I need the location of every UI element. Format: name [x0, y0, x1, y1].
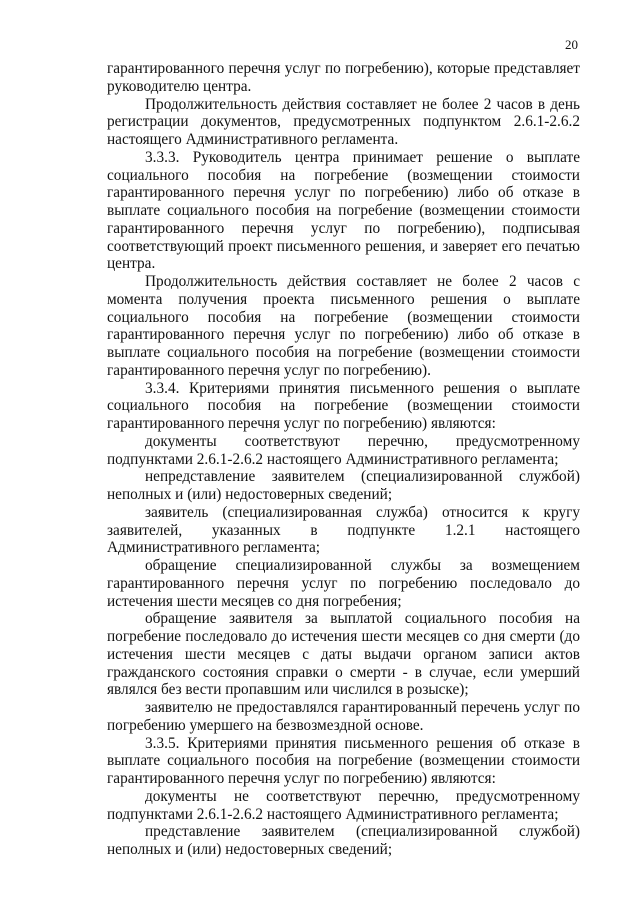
- paragraph-3-3-5: 3.3.5. Критериями принятия письменного решения об отказе в выплате социального пособия на погребение (возмещении стоимости гарантированного перечня услуг по погребению) являются:: [107, 734, 580, 787]
- paragraph-3-3-3: 3.3.3. Руководитель центра принимает решение о выплате социального пособия на погребение (возмещении стоимости гарантированного перечня услуг по погребению) либо об отказе в выплате социального пособия на погребение (возмещении стоимости гарантированного перечня услуг по погребению), подписывая соответствующий проект письменного решения, и заверяет его печатью центра.: [107, 148, 580, 273]
- document-body: [107, 60, 580, 859]
- refusal-criteria-item: представление заявителем (специализированной службой) неполных и (или) недостоверных сведений;: [107, 823, 580, 858]
- paragraph-duration-decision: Продолжительность действия составляет не более 2 часов с момента получения проекта письменного решения о выплате социального пособия на погребение (возмещении стоимости гарантированного перечня услуг по погребению) либо об отказе в выплате социального пособия на погребение (возмещении стоимости гарантированного перечня услуг по погребению).: [107, 273, 580, 379]
- criteria-item: заявитель (специализированная служба) относится к кругу заявителей, указанных в подпункте 1.2.1 настоящего Административного регламента;: [107, 503, 580, 557]
- criteria-item: непредставление заявителем (специализированной службой) неполных и (или) недостоверных сведений;: [107, 468, 580, 503]
- refusal-criteria-item: документы не соответствуют перечню, предусмотренному подпунктами 2.6.1-2.6.2 настоящего Административного регламента;: [107, 787, 580, 823]
- paragraph-continuation: гарантированного перечня услуг по погребению), которые представляет руководителю центра.: [107, 60, 580, 95]
- page-number: 20: [565, 37, 578, 52]
- criteria-item: обращение заявителя за выплатой социального пособия на погребение последовало до истечения шести месяцев со дня смерти (до истечения шести месяцев с даты выдачи органом записи актов гражданского состояния справки о смерти - в случае, если умерший являлся без вести пропавшим или числился в розыске);: [107, 610, 580, 699]
- criteria-item: заявителю не предоставлялся гарантированный перечень услуг по погребению умершего на безвозмездной основе.: [107, 699, 580, 734]
- paragraph-duration-registration: Продолжительность действия составляет не более 2 часов в день регистрации документов, предусмотренных подпунктом 2.6.1-2.6.2 настоящего Административного регламента.: [107, 95, 580, 148]
- paragraph-3-3-4: 3.3.4. Критериями принятия письменного решения о выплате социального пособия на погребение (возмещении стоимости гарантированного перечня услуг по погребению) являются:: [107, 379, 580, 432]
- criteria-item: обращение специализированной службы за возмещением гарантированного перечня услуг по погребению последовало до истечения шести месяцев со дня погребения;: [107, 557, 580, 610]
- criteria-item: документы соответствуют перечню, предусмотренному подпунктами 2.6.1-2.6.2 настоящего Административного регламента;: [107, 432, 580, 468]
